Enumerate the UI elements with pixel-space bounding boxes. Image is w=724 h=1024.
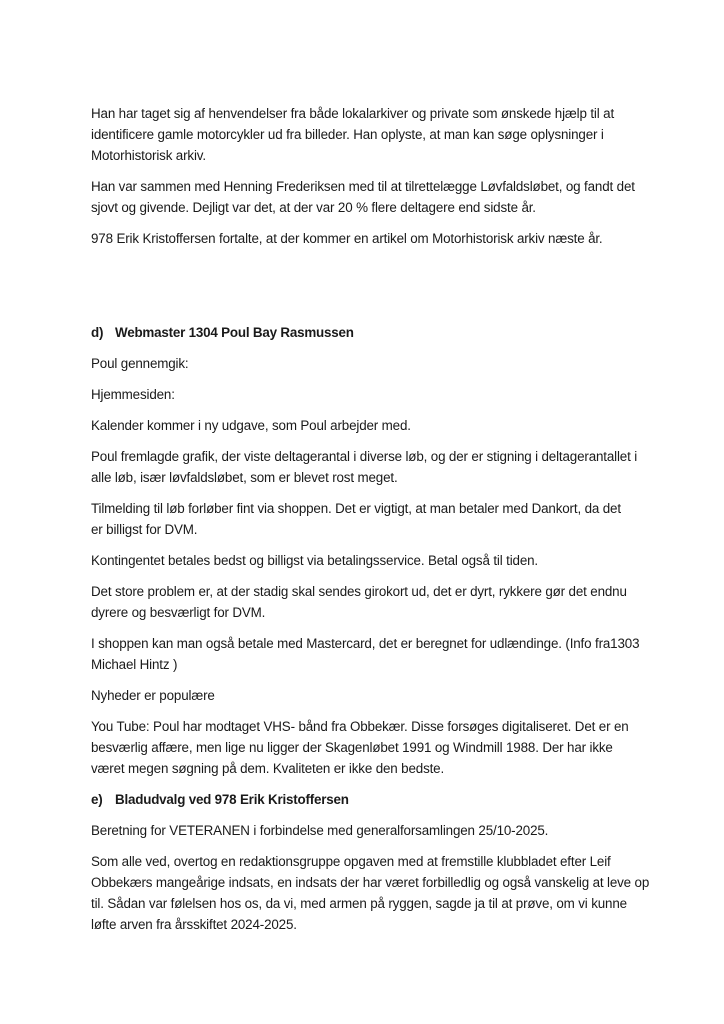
- text-line: været megen søgning på dem. Kvaliteten er ikke den bedste.: [91, 761, 445, 776]
- section-marker: d): [91, 325, 104, 340]
- paragraph-archive-inquiries: [91, 103, 666, 166]
- paragraph: [91, 716, 666, 779]
- paragraph: [91, 633, 666, 675]
- text-line: Det store problem er, at der stadig skal sendes girokort ud, det er dyrt, rykkere gør det endnu: [91, 584, 627, 599]
- paragraph: [91, 415, 666, 436]
- paragraph: [91, 498, 666, 540]
- paragraph: [91, 550, 666, 571]
- text-line: Poul fremlagde grafik, der viste deltagerantal i diverse løb, og der er stigning i deltagerantallet i: [91, 449, 638, 464]
- text-line: Poul gennemgik:: [91, 356, 189, 371]
- text-line: identificere gamle motorcykler ud fra billeder. Han oplyste, at man kan søge oplysninger i: [91, 127, 604, 142]
- text-line: til. Sådan var følelsen hos os, da vi, med armen på ryggen, sagde ja til at prøve, om vi kunne: [91, 896, 627, 911]
- text-line: 978 Erik Kristoffersen fortalte, at der kommer en artikel om Motorhistorisk arkiv næste år.: [91, 231, 603, 246]
- text-line: Michael Hintz ): [91, 657, 178, 672]
- section-heading-webmaster: [91, 322, 666, 343]
- text-line: er billigst for DVM.: [91, 522, 198, 537]
- text-line: dyrere og besværligt for DVM.: [91, 605, 266, 620]
- text-line: løfte arven fra årsskiftet 2024-2025.: [91, 917, 297, 932]
- text-line: Motorhistorisk arkiv.: [91, 148, 206, 163]
- paragraph-lovfaldslobet: [91, 176, 666, 218]
- text-line: alle løb, især løvfaldsløbet, som er blevet rost meget.: [91, 470, 398, 485]
- section-heading-bladudvalg: [91, 789, 666, 810]
- text-line: Hjemmesiden:: [91, 387, 175, 402]
- text-line: besværlig affære, men lige nu ligger der Skagenløbet 1991 og Windmill 1988. Der har ikke: [91, 740, 613, 755]
- text-line: Tilmelding til løb forløber fint via shoppen. Det er vigtigt, at man betaler med Dankort, da det: [91, 501, 621, 516]
- text-line: Kalender kommer i ny udgave, som Poul arbejder med.: [91, 418, 411, 433]
- blank-space: [91, 259, 666, 322]
- paragraph: [91, 446, 666, 488]
- paragraph: [91, 685, 666, 706]
- text-line: Nyheder er populære: [91, 688, 215, 703]
- document-page: [91, 103, 666, 945]
- text-line: Beretning for VETERANEN i forbindelse med generalforsamlingen 25/10-2025.: [91, 823, 549, 838]
- paragraph: [91, 353, 666, 374]
- text-line: Obbekærs mangeårige indsats, en indsats der har været forbilledlig og også vanskelig at leve op: [91, 875, 650, 890]
- text-line: Som alle ved, overtog en redaktionsgruppe opgaven med at fremstille klubbladet efter Leif: [91, 854, 611, 869]
- paragraph: [91, 851, 666, 935]
- paragraph-article-notice: [91, 228, 666, 249]
- section-title: Webmaster 1304 Poul Bay Rasmussen: [115, 325, 354, 340]
- text-line: Kontingentet betales bedst og billigst via betalingsservice. Betal også til tiden.: [91, 553, 538, 568]
- text-line: I shoppen kan man også betale med Mastercard, det er beregnet for udlændinge. (Info fra1303: [91, 636, 640, 651]
- text-line: Han har taget sig af henvendelser fra både lokalarkiver og private som ønskede hjælp til at: [91, 106, 615, 121]
- paragraph: [91, 384, 666, 405]
- text-line: Han var sammen med Henning Frederiksen med til at tilrettelægge Løvfaldsløbet, og fandt det: [91, 179, 635, 194]
- paragraph: [91, 581, 666, 623]
- section-title: Bladudvalg ved 978 Erik Kristoffersen: [115, 792, 349, 807]
- paragraph: [91, 820, 666, 841]
- text-line: You Tube: Poul har modtaget VHS- bånd fra Obbekær. Disse forsøges digitaliseret. Det er en: [91, 719, 629, 734]
- text-line: sjovt og givende. Dejligt var det, at der var 20 % flere deltagere end sidste år.: [91, 200, 536, 215]
- section-marker: e): [91, 792, 103, 807]
